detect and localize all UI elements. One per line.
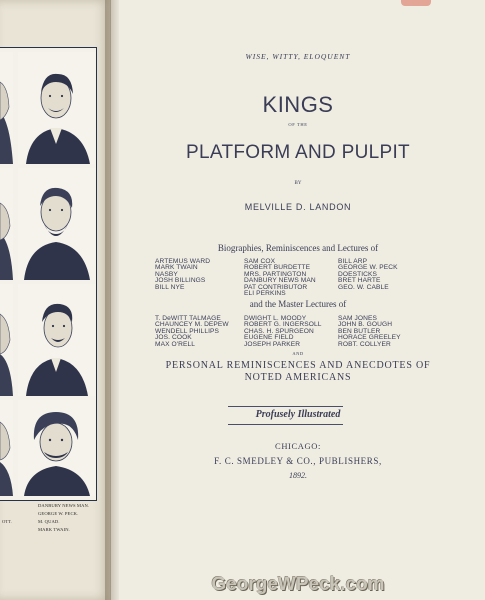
name-item: BRET HARTE — [338, 277, 381, 285]
name-item: SAM JONES — [338, 315, 378, 322]
name-item: ROBERT G. INGERSOLL — [244, 321, 322, 329]
portrait-cropped-4 — [0, 400, 13, 496]
name-item: JOHN B. GOUGH — [338, 321, 393, 329]
name-item: JOS. COOK — [155, 334, 192, 342]
portrait-cropped-2 — [0, 168, 13, 280]
master-names-column-3 — [338, 316, 401, 348]
name-item: MRS. PARTINGTON — [244, 270, 307, 278]
imprint-publisher: F. C. SMEDLEY & CO., PUBLISHERS, — [214, 456, 382, 466]
name-item: CHAS. H. SPURGEON — [244, 327, 314, 335]
bio-names-column-1 — [155, 259, 210, 291]
portrait-m-quad — [18, 284, 95, 396]
imprint-year: 1892. — [289, 471, 307, 480]
biographies-heading: Biographies, Reminiscences and Lectures of — [217, 243, 379, 253]
name-item: JOSH BILLINGS — [155, 277, 206, 285]
title-kings: KINGS — [262, 92, 334, 117]
profusely-illustrated: Profusely Illustrated — [255, 409, 341, 420]
portrait-grid — [0, 47, 97, 501]
master-lectures-heading: and the Master Lectures of — [249, 299, 347, 309]
portrait-mark-twain — [18, 400, 95, 496]
bio-names-column-3 — [338, 259, 398, 291]
site-watermark: GeorgeWPeck.com — [211, 574, 385, 595]
name-item: NASBY — [155, 270, 178, 278]
caption-george-w-peck: GEORGE W. PECK. — [38, 511, 79, 516]
name-item: ROBT. COLLYER — [338, 340, 391, 348]
caption-cropped-left: OTT. — [2, 519, 12, 524]
subtitle-line-2: NOTED AMERICANS — [244, 372, 352, 383]
name-item: BEN BUTLER — [338, 327, 381, 335]
name-item: SAM COX — [244, 258, 276, 265]
name-item: BILL ARP — [338, 258, 368, 265]
page-tab-mark — [401, 0, 431, 6]
name-item: ELI PERKINS — [244, 290, 286, 298]
by-word: BY — [294, 181, 302, 186]
master-names-column-2 — [244, 316, 322, 348]
caption-mark-twain: MARK TWAIN. — [38, 527, 70, 532]
caption-m-quad: M. QUAD. — [38, 519, 60, 524]
name-item: PAT CONTRIBUTOR — [244, 283, 308, 291]
title-platform-and-pulpit: PLATFORM AND PULPIT — [186, 142, 410, 163]
name-item: DWIGHT L. MOODY — [244, 315, 307, 322]
name-item: JOSEPH PARKER — [244, 340, 301, 348]
rule-below-illustrated — [228, 424, 343, 425]
left-page — [0, 0, 111, 600]
name-item: EUGENE FIELD — [244, 334, 294, 342]
portrait-george-w-peck — [18, 168, 95, 280]
portrait-danbury-news-man — [18, 52, 95, 164]
subtitle-line-1: PERSONAL REMINISCENCES AND ANECDOTES OF — [165, 360, 431, 371]
portrait-cropped-3 — [0, 284, 13, 396]
name-item: MAX O'RELL — [155, 340, 196, 348]
epithet: WISE, WITTY, ELOQUENT — [245, 52, 351, 61]
portrait-cropped-1 — [0, 52, 13, 164]
author-name: MELVILLE D. LANDON — [244, 202, 352, 212]
name-item: GEO. W. CABLE — [338, 283, 389, 291]
rule-above-illustrated — [228, 406, 343, 407]
caption-danbury-news-man: DANBURY NEWS MAN. — [38, 503, 90, 508]
title-of-the: OF THE — [288, 122, 308, 127]
name-item: CHAUNCEY M. DEPEW — [155, 321, 229, 329]
name-item: HORACE GREELEY — [338, 334, 401, 342]
name-item: MARK TWAIN — [155, 264, 198, 272]
name-item: GEORGE W. PECK — [338, 264, 398, 272]
imprint-city: CHICAGO: — [275, 441, 321, 451]
name-item: ARTEMUS WARD — [155, 258, 211, 265]
master-names-column-1 — [155, 316, 229, 348]
name-item: DOESTICKS — [338, 270, 378, 278]
name-item: T. DeWITT TALMAGE — [155, 315, 221, 322]
and-word: AND — [292, 351, 304, 356]
bio-names-column-2 — [244, 259, 316, 297]
name-item: BILL NYE — [155, 283, 185, 291]
name-item: WENDELL PHILLIPS — [155, 327, 220, 335]
name-item: ROBERT BURDETTE — [244, 264, 311, 272]
name-item: DANBURY NEWS MAN — [244, 277, 316, 285]
